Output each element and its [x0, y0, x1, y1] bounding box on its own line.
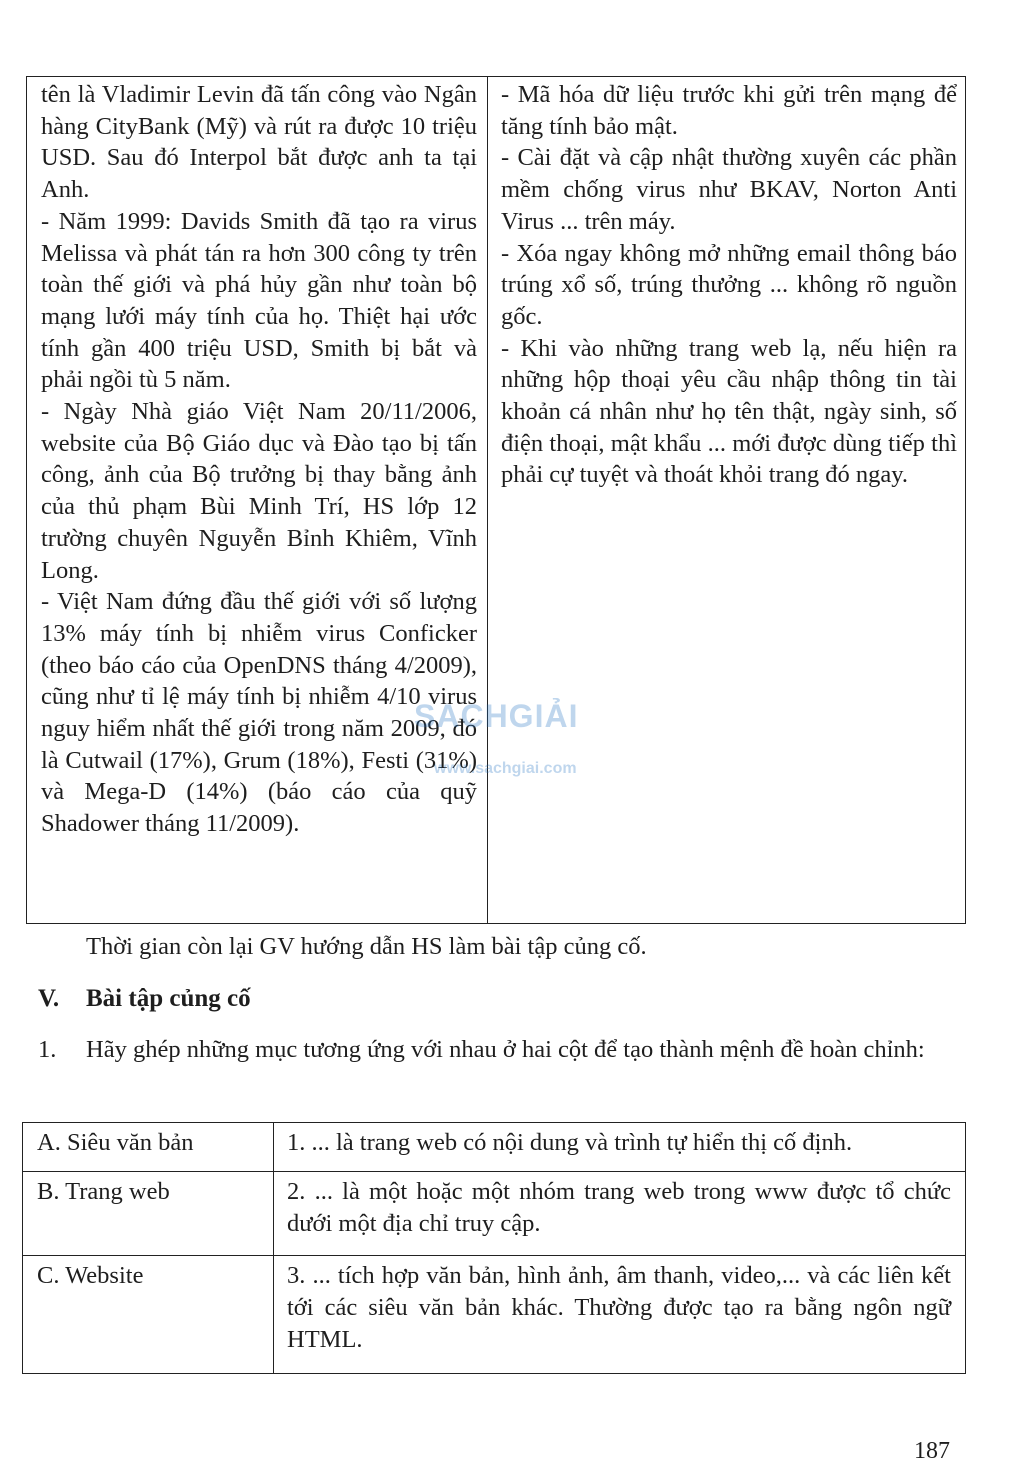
watermark-url: www.sachgiai.com: [434, 760, 577, 777]
definition-cell: 2. ... là một hoặc một nhóm trang web trong www được tổ chức dưới một địa chỉ truy cập.: [287, 1178, 951, 1237]
table-row: [23, 1171, 965, 1255]
section-number: V.: [38, 985, 60, 1012]
right-paragraph: - Mã hóa dữ liệu trước khi gửi trên mạng để tăng tính bảo mật.: [501, 81, 957, 140]
left-paragraph: - Năm 1999: Davids Smith đã tạo ra virus Melissa và phát tán ra hơn 300 công ty trên toàn thế giới và phá hủy gần như toàn bộ mạng lưới máy tính của họ. Thiệt hại ước tính gần 400 triệu USD, Smith bị bắt và phải ngồi tù 5 năm.: [41, 207, 477, 394]
left-paragraph: - Việt Nam đứng đầu thế giới với số lượng 13% máy tính bị nhiễm virus Conficker (theo báo cáo của OpenDNS tháng 4/2009), cũng như tỉ lệ máy tính bị nhiễm 4/10 virus nguy hiểm nhất thế giới trong năm 2009, đó là Cutwail (17%), Grum (18%), Festi (31%) và Mega-D (14%) (báo cáo của quỹ Shadower tháng 11/2009).: [41, 588, 477, 838]
section-title: Bài tập củng cố: [86, 985, 251, 1012]
left-paragraph: - Ngày Nhà giáo Việt Nam 20/11/2006, website của Bộ Giáo dục và Đào tạo bị tấn công, ảnh của Bộ trưởng bị thay bằng ảnh của thủ phạm Bùi Minh Trí, HS lớp 12 trường chuyên Nguyễn Bỉnh Khiêm, Vĩnh Long.: [41, 398, 477, 584]
watermark: [414, 690, 634, 790]
left-column: [41, 79, 477, 840]
body-paragraph: Thời gian còn lại GV hướng dẫn HS làm bài tập củng cố.: [86, 933, 647, 960]
definition-cell: 1. ... là trang web có nội dung và trình tự hiển thị cố định.: [287, 1129, 853, 1156]
left-paragraph: tên là Vladimir Levin đã tấn công vào Ngân hàng CityBank (Mỹ) và rút ra được 10 triệu USD. Sau đó Interpol bắt được anh ta tại Anh.: [41, 81, 477, 204]
right-column: [501, 79, 957, 491]
column-divider: [487, 77, 488, 923]
question: [38, 1034, 958, 1066]
right-paragraph: - Xóa ngay không mở những email thông báo trúng xổ số, trúng thưởng ... không rõ nguồn gốc.: [501, 239, 957, 330]
term-cell: C. Website: [37, 1262, 144, 1289]
matching-table: [22, 1122, 966, 1374]
question-text: Hãy ghép những mục tương ứng với nhau ở hai cột để tạo thành mệnh đề hoàn chỉnh:: [86, 1036, 925, 1063]
term-cell: B. Trang web: [37, 1178, 170, 1205]
info-table: [26, 76, 966, 924]
watermark-brand: SACHGIẢI: [414, 698, 579, 734]
table-row: [23, 1123, 965, 1171]
right-paragraph: - Khi vào những trang web lạ, nếu hiện ra những hộp thoại yêu cầu nhập thông tin tài khoản cá nhân như họ tên thật, ngày sinh, số điện thoại, mật khẩu ... mới được dùng tiếp thì phải cự tuyệt và thoát khỏi trang đó ngay.: [501, 334, 957, 489]
term-cell: A. Siêu văn bản: [37, 1129, 194, 1156]
table-row: [23, 1255, 965, 1373]
question-number: 1.: [38, 1036, 57, 1063]
section-heading: [38, 982, 938, 1016]
definition-cell: 3. ... tích hợp văn bản, hình ảnh, âm thanh, video,... và các liên kết tới các siêu văn bản khác. Thường được tạo ra bằng ngôn ngữ HTML.: [287, 1262, 951, 1353]
page-number: 187: [914, 1438, 950, 1464]
right-paragraph: - Cài đặt và cập nhật thường xuyên các phần mềm chống virus như BKAV, Norton Anti Virus ... trên máy.: [501, 144, 957, 235]
